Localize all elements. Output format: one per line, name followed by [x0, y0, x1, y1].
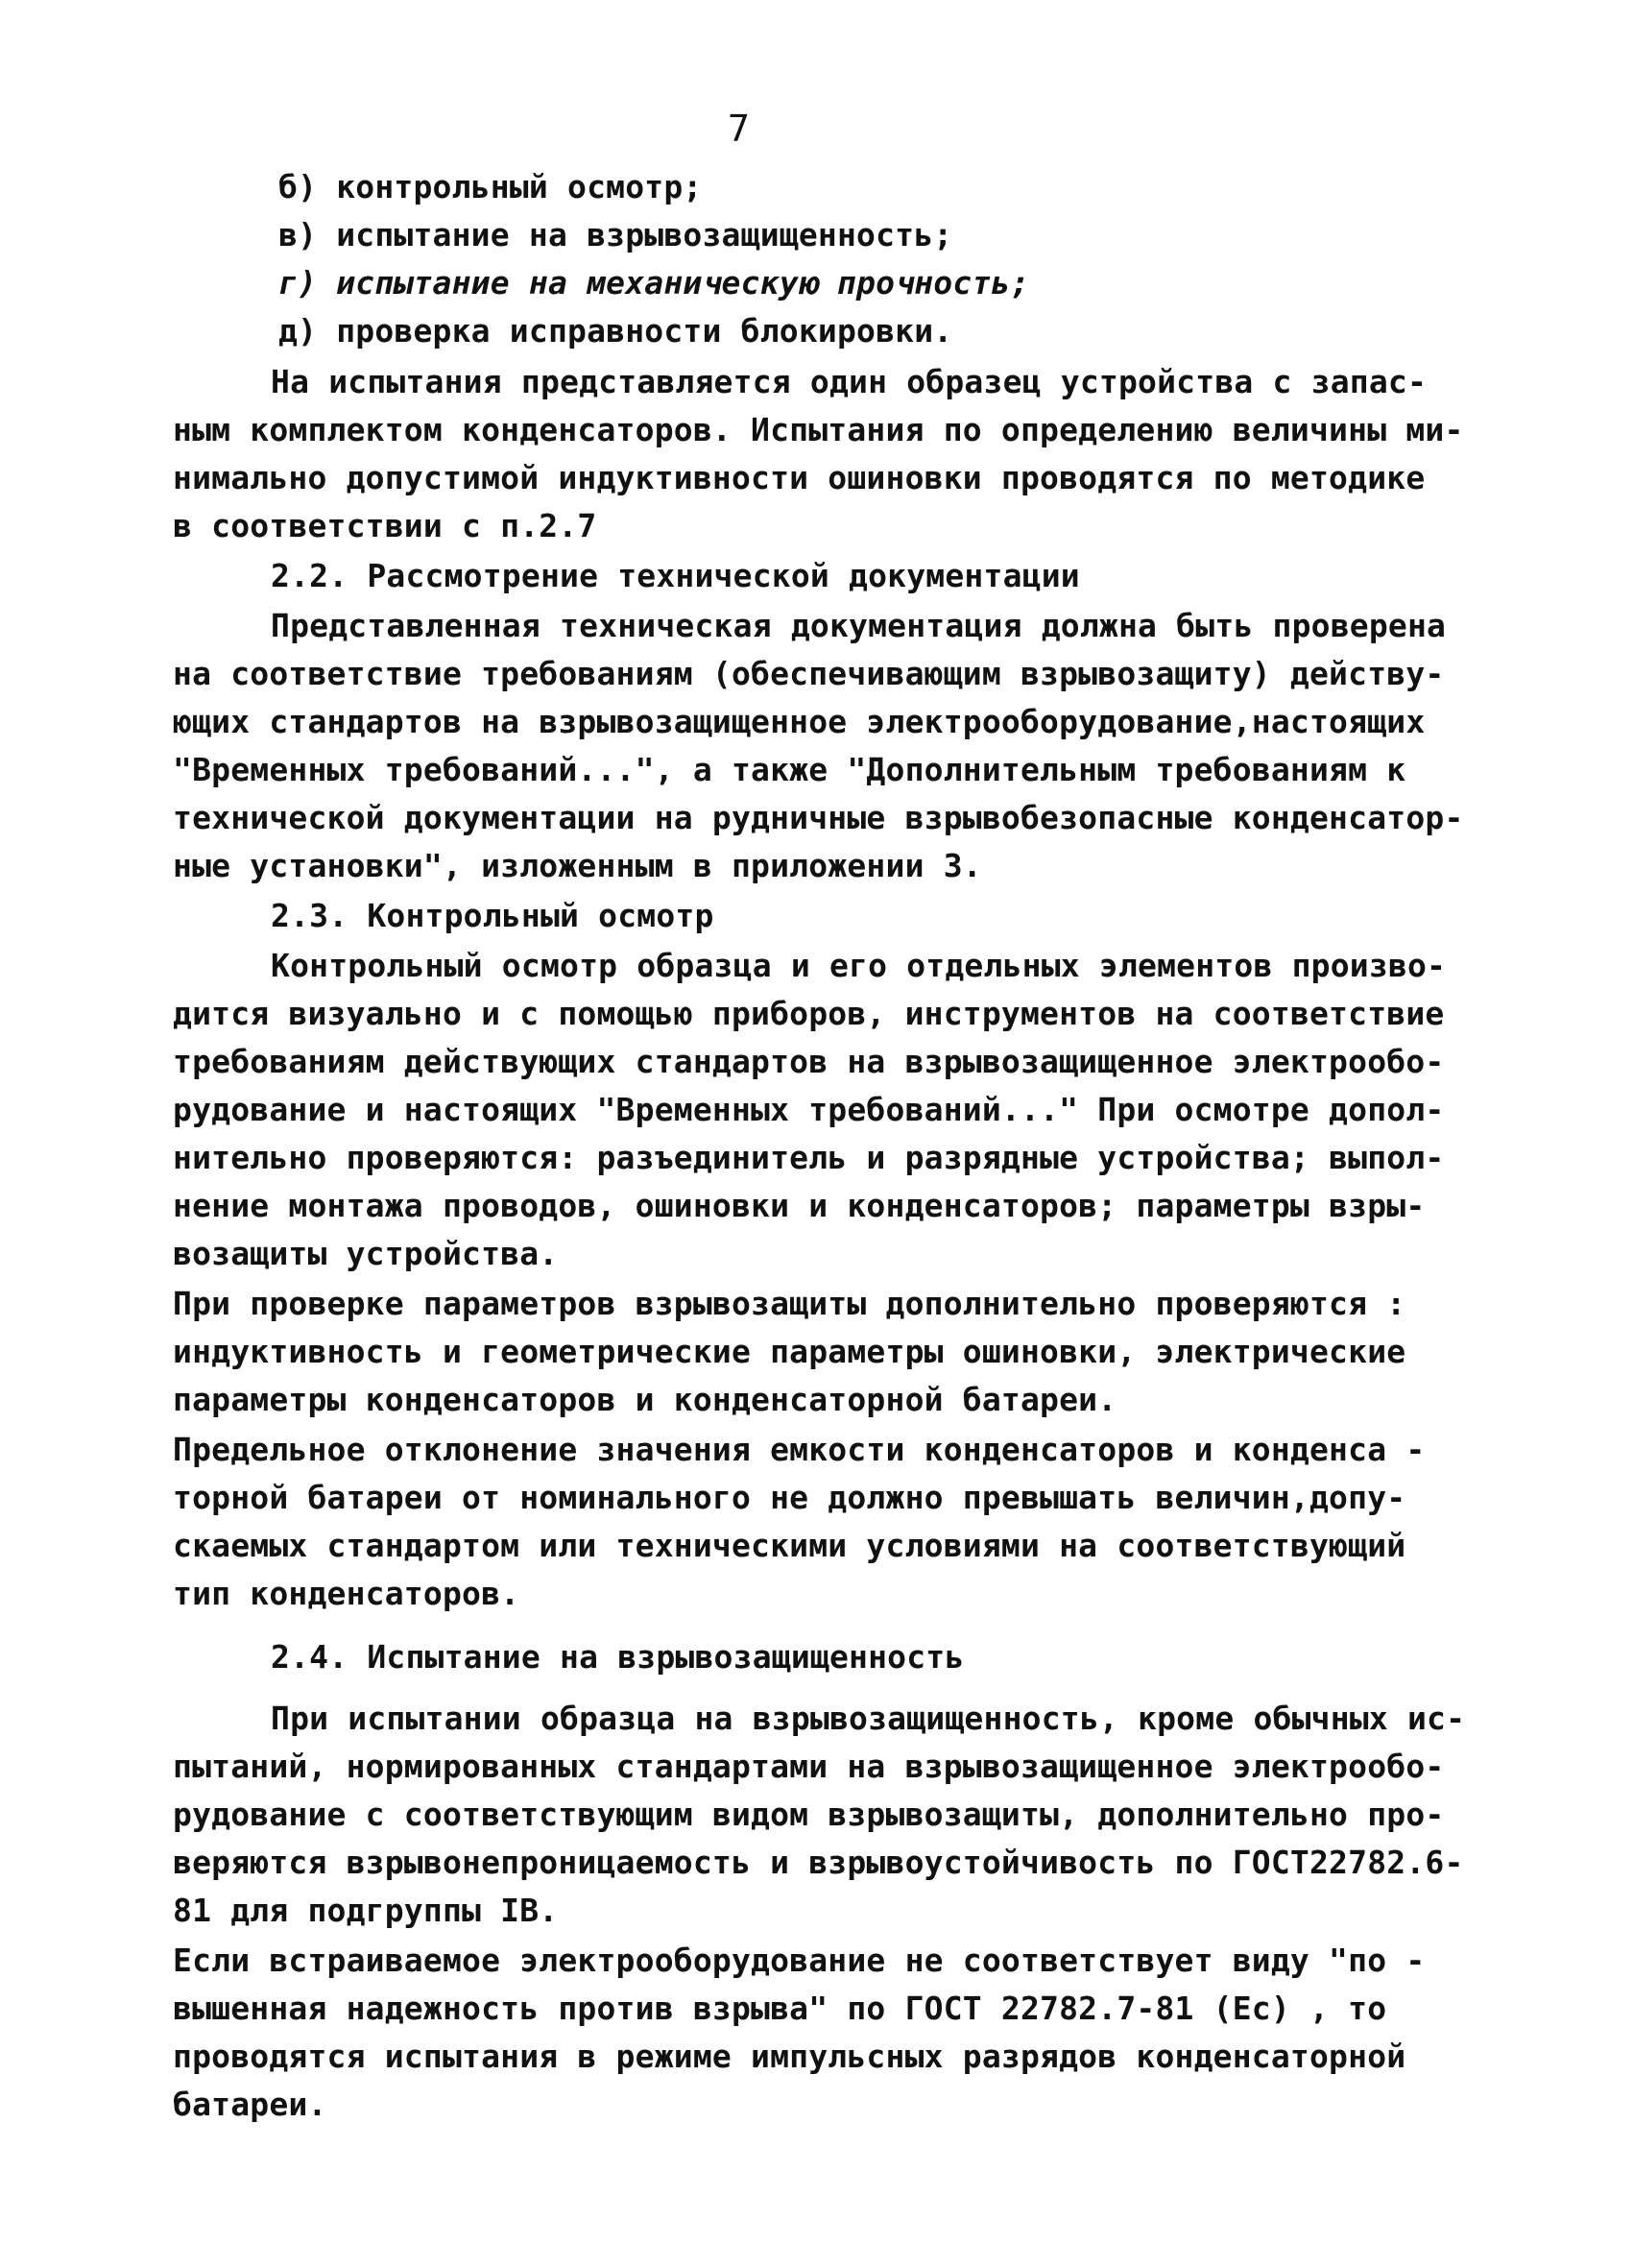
paragraph-line: При испытании образца на взрывозащищенность, кроме обычных ис- [271, 1700, 1466, 1737]
paragraph-line: нимально допустимой индуктивности ошиновки проводятся по методике [173, 459, 1426, 496]
paragraph-line: нительно проверяются: разъединитель и разрядные устройства; выпол- [173, 1139, 1445, 1176]
paragraph-line: параметры конденсаторов и конденсаторной батареи. [173, 1381, 1117, 1418]
paragraph-line: в соответствии с п.2.7 [173, 507, 597, 544]
paragraph-line: ным комплектом конденсаторов. Испытания по определению величины ми- [173, 411, 1464, 448]
section-heading: 2.4. Испытание на взрывозащищенность [271, 1638, 965, 1676]
paragraph-line: возащиты устройства. [173, 1235, 559, 1272]
list-item: д) проверка исправности блокировки. [278, 312, 953, 350]
list-item: г) испытание на механическую прочность; [278, 264, 1030, 302]
list-item: в) испытание на взрывозащищенность; [278, 216, 953, 253]
section-heading: 2.2. Рассмотрение технической документации [271, 557, 1080, 594]
paragraph-line: вышенная надежность против взрыва" по ГОСТ 22782.7-81 (Ес) , то [173, 1990, 1387, 2027]
paragraph-line: пытаний, нормированных стандартами на взрывозащищенное электрообо- [173, 1748, 1445, 1785]
section-heading: 2.3. Контрольный осмотр [271, 897, 714, 934]
paragraph-line: Предельное отклонение значения емкости конденсаторов и конденса - [173, 1431, 1426, 1468]
paragraph-line: Представленная техническая документация должна быть проверена [271, 607, 1447, 644]
paragraph-line: При проверке параметров взрывозащиты дополнительно проверяются : [173, 1285, 1406, 1322]
paragraph-line: дится визуально и с помощью приборов, инструментов на соответствие [173, 995, 1445, 1032]
paragraph-line: требованиям действующих стандартов на взрывозащищенное электрообо- [173, 1043, 1445, 1080]
paragraph-line: Контрольный осмотр образца и его отдельных элементов произво- [271, 947, 1447, 984]
paragraph-line: проводятся испытания в режиме импульсных разрядов конденсаторной [173, 2038, 1406, 2075]
paragraph-line: скаемых стандартом или техническими условиями на соответствующий [173, 1527, 1406, 1564]
paragraph-line: Если встраиваемое электрооборудование не соответствует виду "по - [173, 1942, 1426, 1979]
paragraph-line: веряются взрывонепроницаемость и взрывоустойчивость по ГОСТ22782.6- [173, 1844, 1464, 1881]
paragraph-line: "Временных требований...", а также "Дополнительным требованиям к [173, 751, 1406, 788]
paragraph-line: на соответствие требованиям (обеспечивающим взрывозащиту) действу- [173, 655, 1445, 692]
page-number: 7 [728, 108, 750, 150]
paragraph-line: На испытания представляется один образец устройства с запас- [271, 363, 1428, 400]
paragraph-line: торной батареи от номинального не должно превышать величин,допу- [173, 1479, 1406, 1516]
paragraph-line: 81 для подгруппы IВ. [173, 1892, 559, 1929]
paragraph-line: технической документации на рудничные взрывобезопасные конденсатор- [173, 799, 1464, 836]
paragraph-line: рудование и настоящих "Временных требований..." При осмотре допол- [173, 1091, 1445, 1128]
paragraph-line: ные установки", изложенным в приложении 3. [173, 847, 982, 884]
paragraph-line: тип конденсаторов. [173, 1575, 520, 1612]
paragraph-line: индуктивность и геометрические параметры ошиновки, электрические [173, 1333, 1406, 1370]
paragraph-line: нение монтажа проводов, ошиновки и конденсаторов; параметры взры- [173, 1187, 1426, 1224]
paragraph-line: ющих стандартов на взрывозащищенное электрооборудование,настоящих [173, 703, 1426, 740]
paragraph-line: батареи. [173, 2086, 327, 2123]
paragraph-line: рудование с соответствующим видом взрывозащиты, дополнительно про- [173, 1796, 1445, 1833]
list-item: б) контрольный осмотр; [278, 168, 703, 205]
